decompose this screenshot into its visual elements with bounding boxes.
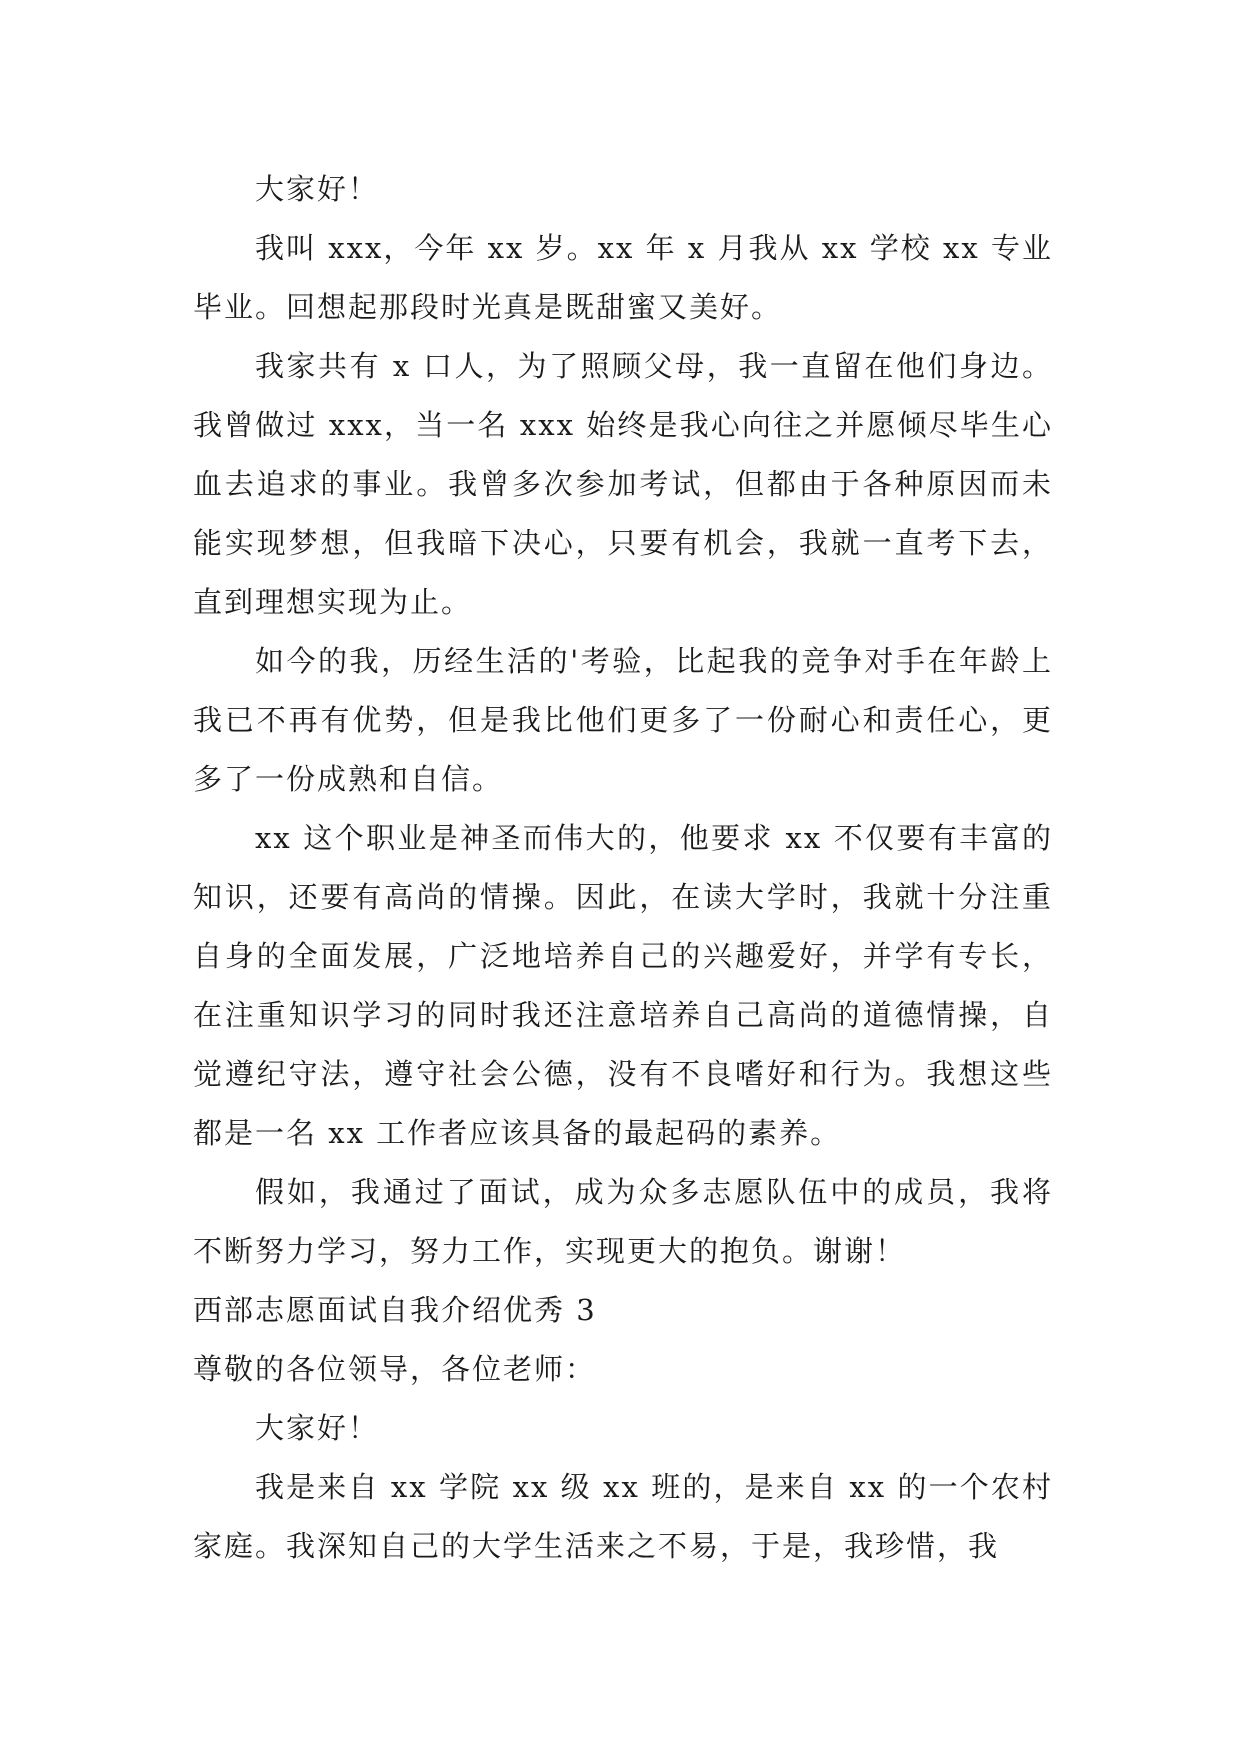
section-title: 西部志愿面试自我介绍优秀 3 [193,1293,597,1327]
closing-paragraph: 假如，我通过了面试，成为众多志愿队伍中的成员，我将不断努力学习，努力工作，实现更大的抱负。谢谢！ [193,1175,1053,1268]
greeting-paragraph-2: 大家好！ [255,1411,380,1445]
greeting-paragraph: 大家好！ [255,172,380,206]
profession-paragraph: xx 这个职业是神圣而伟大的，他要求 xx 不仅要有丰富的知识，还要有高尚的情操。因此，在读大学时，我就十分注重自身的全面发展，广泛地培养自己的兴趣爱好，并学有专长，在注重知识学习的同时我还注意培养自己高尚的道德情操，自觉遵纪守法，遵守社会公德，没有不良嗜好和行为。我想这些都是一名 xx 工作者应该具备的最起码的素养。 [193,821,1053,1150]
salutation: 尊敬的各位领导，各位老师： [193,1352,597,1386]
intro-paragraph-2: 我是来自 xx 学院 xx 级 xx 班的，是来自 xx 的一个农村家庭。我深知自己的大学生活来之不易，于是，我珍惜，我 [193,1470,1053,1563]
intro-paragraph: 我叫 xxx，今年 xx 岁。xx 年 x 月我从 xx 学校 xx 专业毕业。回想起那段时光真是既甜蜜又美好。 [193,231,1053,324]
family-paragraph: 我家共有 x 口人，为了照顾父母，我一直留在他们身边。我曾做过 xxx，当一名 xxx 始终是我心向往之并愿倾尽毕生心血去追求的事业。我曾多次参加考试，但都由于各种原因而未能实现梦想，但我暗下决心，只要有机会，我就一直考下去，直到理想实现为止。 [193,349,1053,619]
experience-paragraph: 如今的我，历经生活的'考验，比起我的竞争对手在年龄上我已不再有优势，但是我比他们更多了一份耐心和责任心，更多了一份成熟和自信。 [193,644,1053,796]
document-body [193,160,1053,1576]
